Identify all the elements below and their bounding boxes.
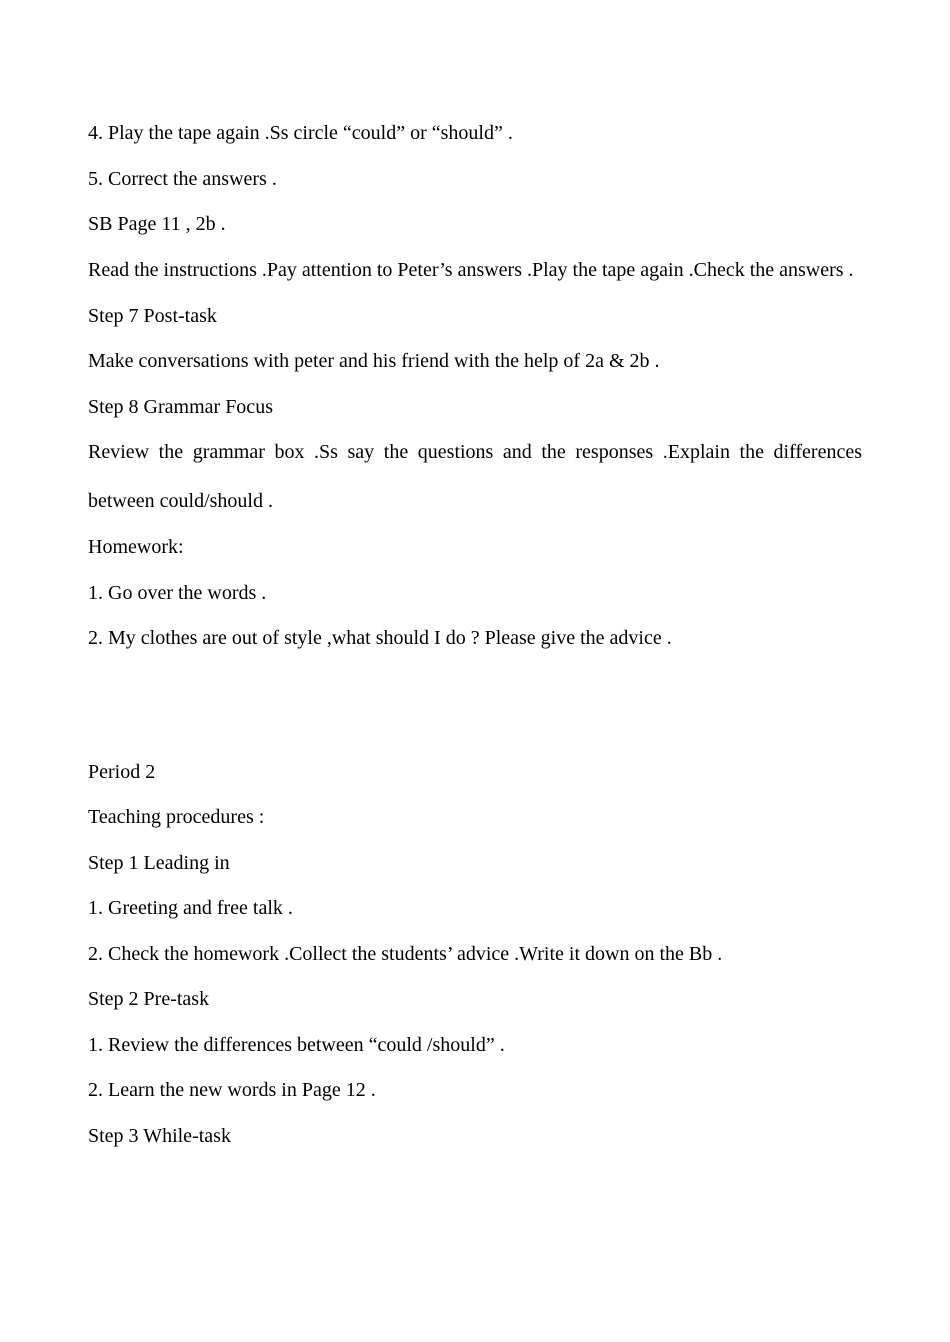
section-gap xyxy=(88,670,862,758)
text-line: Teaching procedures : xyxy=(88,806,265,828)
text-line: SB Page 11 , 2b . xyxy=(88,213,226,235)
text-line: Make conversations with peter and his friend with the help of 2a & 2b . xyxy=(88,350,660,372)
document-page xyxy=(88,119,862,1167)
text-line: 1. Greeting and free talk . xyxy=(88,897,293,919)
step-heading: Step 2 Pre-task xyxy=(88,988,210,1010)
homework-heading: Homework: xyxy=(88,536,184,558)
text-line: 1. Review the differences between “could /should” . xyxy=(88,1033,505,1056)
text-line: 2. Check the homework .Collect the students’ advice .Write it down on the Bb . xyxy=(88,942,723,965)
text-line: 2. My clothes are out of style ,what should I do ? Please give the advice . xyxy=(88,627,672,649)
step-heading: Step 7 Post-task xyxy=(88,304,217,327)
text-paragraph: Review the grammar box .Ss say the questions and the responses .Explain the differences between could/should . xyxy=(88,441,862,512)
step-heading: Step 8 Grammar Focus xyxy=(88,395,273,418)
text-line: 4. Play the tape again .Ss circle “could” or “should” . xyxy=(88,122,513,144)
text-line: 5. Correct the answers . xyxy=(88,167,277,190)
text-line: 1. Go over the words . xyxy=(88,581,267,604)
step-heading: Step 1 Leading in xyxy=(88,851,230,874)
period-heading: Period 2 xyxy=(88,760,156,783)
text-paragraph: Read the instructions .Pay attention to Peter’s answers .Play the tape again .Check the answers . xyxy=(88,258,854,281)
text-line: 2. Learn the new words in Page 12 . xyxy=(88,1079,376,1101)
step-heading: Step 3 While-task xyxy=(88,1124,231,1147)
